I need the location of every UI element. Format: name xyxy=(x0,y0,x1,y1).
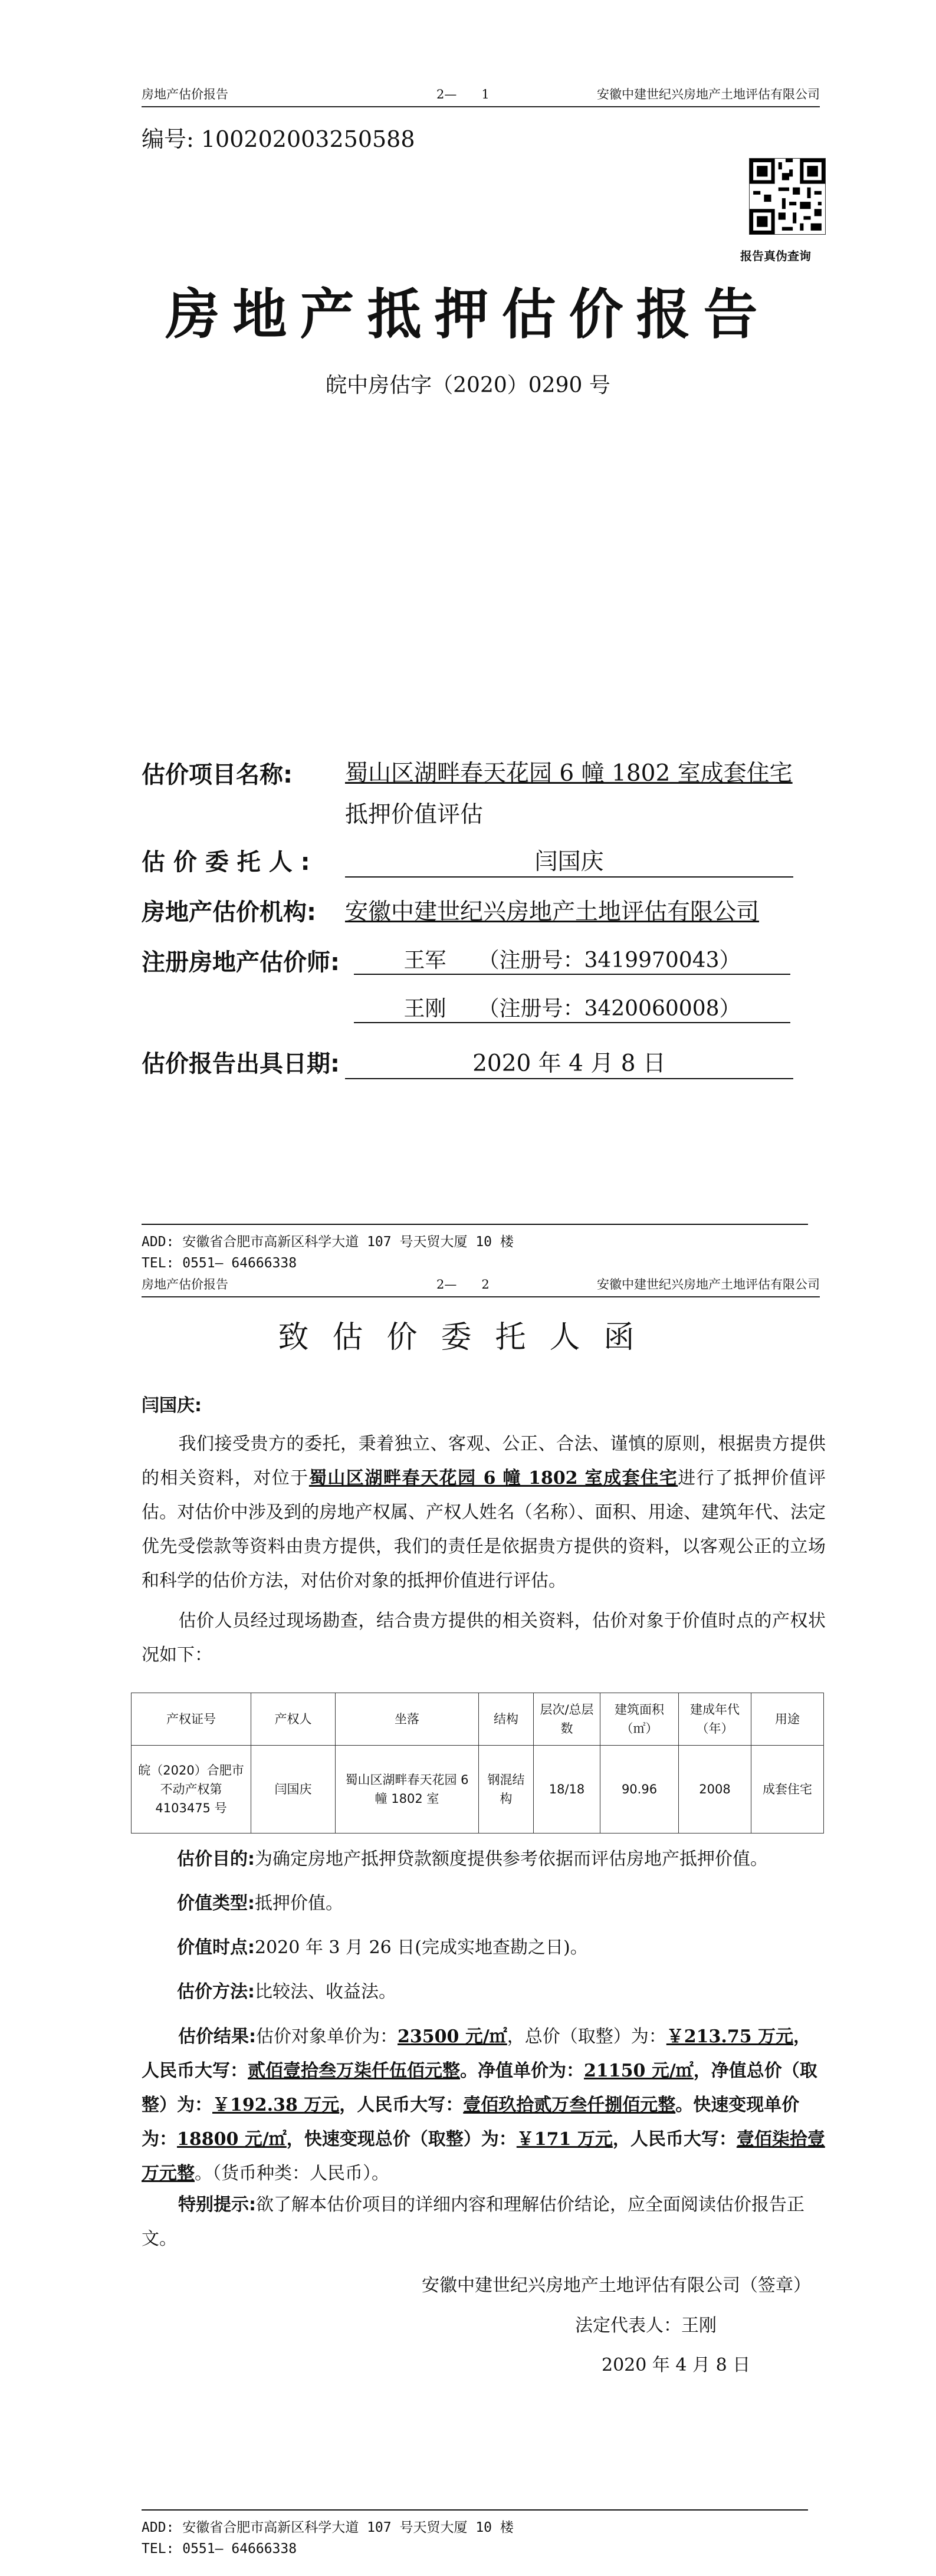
footer-divider-2 xyxy=(142,2509,808,2511)
quick-total-price-cn: 壹佰柒拾壹万元整 xyxy=(142,2129,825,2184)
letter-title: 致估价委托人函 xyxy=(278,1320,658,1355)
table-cell: 闫国庆 xyxy=(251,1746,336,1834)
table-cell: 90.96 xyxy=(600,1746,679,1834)
header-left: 房地产估价报告 xyxy=(142,87,228,101)
table-header-cell: 用途 xyxy=(751,1693,824,1746)
result-paragraph xyxy=(142,2020,826,2191)
project-label: 估价项目名称: xyxy=(142,761,293,788)
unit-price: 23500 元/㎡ xyxy=(398,2026,507,2047)
project-value-line1: 蜀山区湖畔春天花园 6 幢 1802 室成套住宅 xyxy=(345,760,793,787)
client-label: 估 价 委 托 人 : xyxy=(142,849,310,876)
table-cell: 皖（2020）合肥市不动产权第 4103475 号 xyxy=(132,1746,251,1834)
result-text: 估价对象单价为： xyxy=(256,2026,398,2047)
page-header-2 xyxy=(142,1273,820,1297)
p2-text: 估价人员经过现场勘查，结合贵方提供的相关资料，估价对象于价值时点的产权状况如下： xyxy=(142,1611,826,1665)
table-header-cell: 层次/总层数 xyxy=(534,1693,600,1746)
report-doc-number: 皖中房估字（2020）0290 号 xyxy=(326,373,610,397)
qr-code-icon[interactable] xyxy=(749,158,826,235)
qr-code-graphic xyxy=(750,159,825,234)
notice-value: 欲了解本估价项目的详细内容和理解估价结论，应全面阅读估价报告正文。 xyxy=(142,2194,804,2249)
header-page-number: 2— 1 xyxy=(436,87,490,101)
table-header-cell: 建筑面积（㎡） xyxy=(600,1693,679,1746)
qr-caption: 报告真伪查询 xyxy=(740,249,811,263)
footer-tel: TEL: 0551— 64666338 xyxy=(142,2541,297,2557)
type-label: 价值类型: xyxy=(177,1893,255,1914)
table-header-cell: 结构 xyxy=(479,1693,534,1746)
table-cell: 蜀山区湖畔春天花园 6 幢 1802 室 xyxy=(336,1746,479,1834)
signature-date: 2020 年 4 月 8 日 xyxy=(602,2355,751,2375)
signature-company: 安徽中建世纪兴房地产土地评估有限公司（签章） xyxy=(422,2275,811,2296)
report-title: 房地产抵押估价报告 xyxy=(165,283,771,346)
method-value: 比较法、收益法。 xyxy=(255,1982,396,2002)
total-price: ￥213.75 万元 xyxy=(666,2026,794,2047)
purpose-label: 估价目的: xyxy=(177,1849,255,1869)
header-right: 安徽中建世纪兴房地产土地评估有限公司 xyxy=(597,1277,820,1292)
result-text: ，总价（取整）为： xyxy=(507,2026,666,2047)
letter-paragraph-2 xyxy=(142,1604,826,1673)
date-label: 估价报告出具日期: xyxy=(142,1050,340,1077)
agency-label: 房地产估价机构: xyxy=(142,899,316,926)
result-text: ，净值总价（取整）为： xyxy=(142,2061,817,2115)
result-text: 。净值单价为： xyxy=(460,2061,584,2081)
result-text: 。快速变现单价为： xyxy=(142,2095,800,2150)
table-cell: 成套住宅 xyxy=(751,1746,824,1834)
appraiser-1: 王军 （注册号：3419970043） xyxy=(354,944,790,975)
appraiser-label: 注册房地产估价师: xyxy=(142,949,340,976)
p1-intro: 我们接受贵方的委托，秉着独立、客观、公正、合法、谨慎的原则，根据贵方提供的相关资料，对位于 xyxy=(142,1434,826,1489)
page-header xyxy=(142,83,820,107)
client-value: 闫国庆 xyxy=(345,843,793,878)
signature-rep: 法定代表人：王刚 xyxy=(575,2315,717,2336)
table-cell: 2008 xyxy=(679,1746,751,1834)
notice-paragraph xyxy=(142,2188,826,2256)
table-header-cell: 产权人 xyxy=(251,1693,336,1746)
purpose-item xyxy=(177,1843,826,1876)
type-item xyxy=(177,1887,826,1920)
table-header-row xyxy=(132,1693,824,1746)
method-label: 估价方法: xyxy=(177,1982,255,2002)
value-date-item xyxy=(177,1931,826,1964)
quick-unit-price: 18800 元/㎡ xyxy=(177,2129,287,2150)
result-text: ，人民币大写： xyxy=(612,2129,737,2150)
footer-divider xyxy=(142,1224,808,1225)
header-left: 房地产估价报告 xyxy=(142,1277,228,1292)
appraiser-2: 王刚 （注册号：3420060008） xyxy=(354,992,790,1023)
footer-address: ADD: 安徽省合肥市高新区科学大道 107 号天贸大厦 10 楼 xyxy=(142,1234,514,1250)
header-right: 安徽中建世纪兴房地产土地评估有限公司 xyxy=(597,87,820,101)
table-header-cell: 建成年代（年） xyxy=(679,1693,751,1746)
table-header-cell: 产权证号 xyxy=(132,1693,251,1746)
p1-body: 进行了抵押价值评估。对估价中涉及到的房地产权属、产权人姓名（名称）、面积、用途、建筑年代、法定优先受偿款等资料由贵方提供，我们的责任是依据贵方提供的资料，以客观公正的立场和科学的估价方法，对估价对象的抵押价值进行评估。 xyxy=(142,1468,826,1591)
report-serial: 编号: 100202003250588 xyxy=(142,126,415,152)
agency-value: 安徽中建世纪兴房地产土地评估有限公司 xyxy=(345,899,760,925)
project-value-line2: 抵押价值评估 xyxy=(345,801,484,828)
letter-paragraph-1 xyxy=(142,1427,826,1598)
result-text: ，人民币大写： xyxy=(142,2026,812,2081)
result-text: ，快速变现总价（取整）为： xyxy=(286,2129,517,2150)
result-text: ，人民币大写： xyxy=(339,2095,464,2115)
value-date-value: 2020 年 3 月 26 日(完成实地查勘之日)。 xyxy=(255,1937,588,1958)
total-price-cn: 贰佰壹拾叁万柒仟伍佰元整 xyxy=(248,2061,460,2081)
net-total-price: ￥192.38 万元 xyxy=(212,2095,340,2115)
net-total-price-cn: 壹佰玖拾贰万叁仟捌佰元整 xyxy=(463,2095,676,2115)
value-date-label: 价值时点: xyxy=(177,1937,255,1958)
quick-total-price: ￥171 万元 xyxy=(516,2129,613,2150)
date-value: 2020 年 4 月 8 日 xyxy=(345,1045,793,1079)
footer-address: ADD: 安徽省合肥市高新区科学大道 107 号天贸大厦 10 楼 xyxy=(142,2520,514,2535)
table-header-cell: 坐落 xyxy=(336,1693,479,1746)
table-row xyxy=(132,1746,824,1834)
type-value: 抵押价值。 xyxy=(255,1893,343,1914)
method-item xyxy=(177,1976,826,2009)
result-text: 。（货币种类：人民币）。 xyxy=(195,2163,389,2184)
header-page-number: 2— 2 xyxy=(436,1277,490,1292)
purpose-value: 为确定房地产抵押贷款额度提供参考依据而评估房地产抵押价值。 xyxy=(255,1849,768,1869)
table-cell: 18/18 xyxy=(534,1746,600,1834)
notice-label: 特别提示: xyxy=(178,2194,256,2215)
net-unit-price: 21150 元/㎡ xyxy=(584,2061,694,2081)
result-label: 估价结果: xyxy=(178,2026,256,2047)
property-rights-table xyxy=(131,1693,824,1834)
letter-salutation: 闫国庆: xyxy=(142,1395,202,1416)
p1-address: 蜀山区湖畔春天花园 6 幢 1802 室成套住宅 xyxy=(308,1468,678,1489)
footer-tel: TEL: 0551— 64666338 xyxy=(142,1256,297,1271)
table-cell: 钢混结构 xyxy=(479,1746,534,1834)
